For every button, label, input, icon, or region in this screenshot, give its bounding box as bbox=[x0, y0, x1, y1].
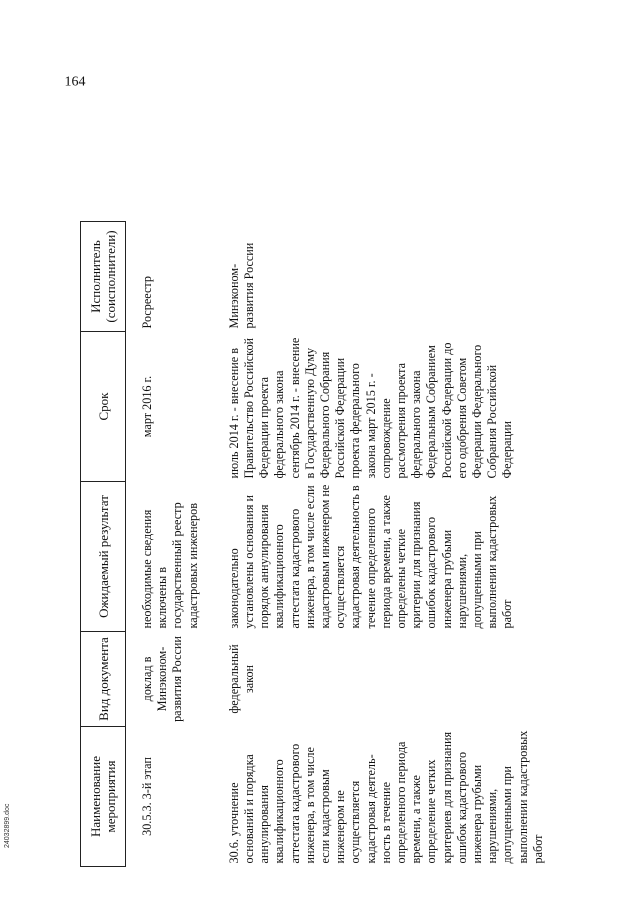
header-measure-name: Наименование мероприятия bbox=[81, 727, 126, 867]
page-number: 164 bbox=[64, 74, 86, 90]
header-executor: Исполнитель (соисполнители) bbox=[81, 222, 126, 332]
table-header-row bbox=[81, 222, 126, 867]
cell-deadline: июль 2014 г. - внесение в Правительство Российской Федерации проекта федерального закона сентябрь 2014 г. - внесение в Государственную Думу Федерального Собрания Российской Федерации проекта федерального закона март 2015 г. - сопровождение рассмотрения проекта федерального закона Федеральным Собранием Российской Федерации до его одобрения Советом Федерации Федерального Собрания Российской Федерации bbox=[226, 337, 515, 479]
table-row bbox=[126, 222, 205, 867]
file-name-label: 24032899.doc bbox=[4, 803, 11, 848]
header-deadline: Срок bbox=[81, 332, 126, 482]
cell-executor: Минэконом-развития России bbox=[226, 242, 257, 329]
cell-expected-result: законодательно установлены основания и порядок аннулирования квалификационного аттестата кадастрового инженера, в том числе если кадастровым инженером не осуществляется кадастровая деятельность в течение определенного периода времени, а также определены четкие критерии для признания ошибок кадастрового инженера грубыми нарушениями, допущенными при выполнении кадастровых работ bbox=[226, 484, 515, 629]
cell-document-type: федеральный закон bbox=[226, 644, 257, 714]
header-document-type: Вид документа bbox=[81, 632, 126, 727]
cell-measure-name: 30.6. уточнение оснований и порядка аннулирования квалификационного аттестата кадастрового инженера, в том числе если кадастровым инженером не осуществляется кадастровая деятель-ность в течение определенного периода времени, а также определение четких критериев для признания ошибок кадастрового инженера грубыми нарушениями, допущенными при выполнении кадастровых работ bbox=[226, 730, 545, 864]
cell-deadline: март 2016 г. bbox=[140, 375, 154, 438]
cell-document-type: доклад в Минэконом-развития России bbox=[140, 636, 185, 722]
rotated-document-sheet bbox=[58, 52, 545, 867]
cell-executor: Росреестр bbox=[140, 276, 154, 329]
measures-table bbox=[80, 221, 550, 867]
cell-measure-name: 30.5.3. 3-й этап bbox=[140, 757, 154, 836]
header-expected-result: Ожидаемый результат bbox=[81, 482, 126, 632]
table-row bbox=[205, 222, 550, 867]
cell-expected-result: необходимые сведения включены в государственный реестр кадастровых инженеров bbox=[140, 502, 200, 629]
